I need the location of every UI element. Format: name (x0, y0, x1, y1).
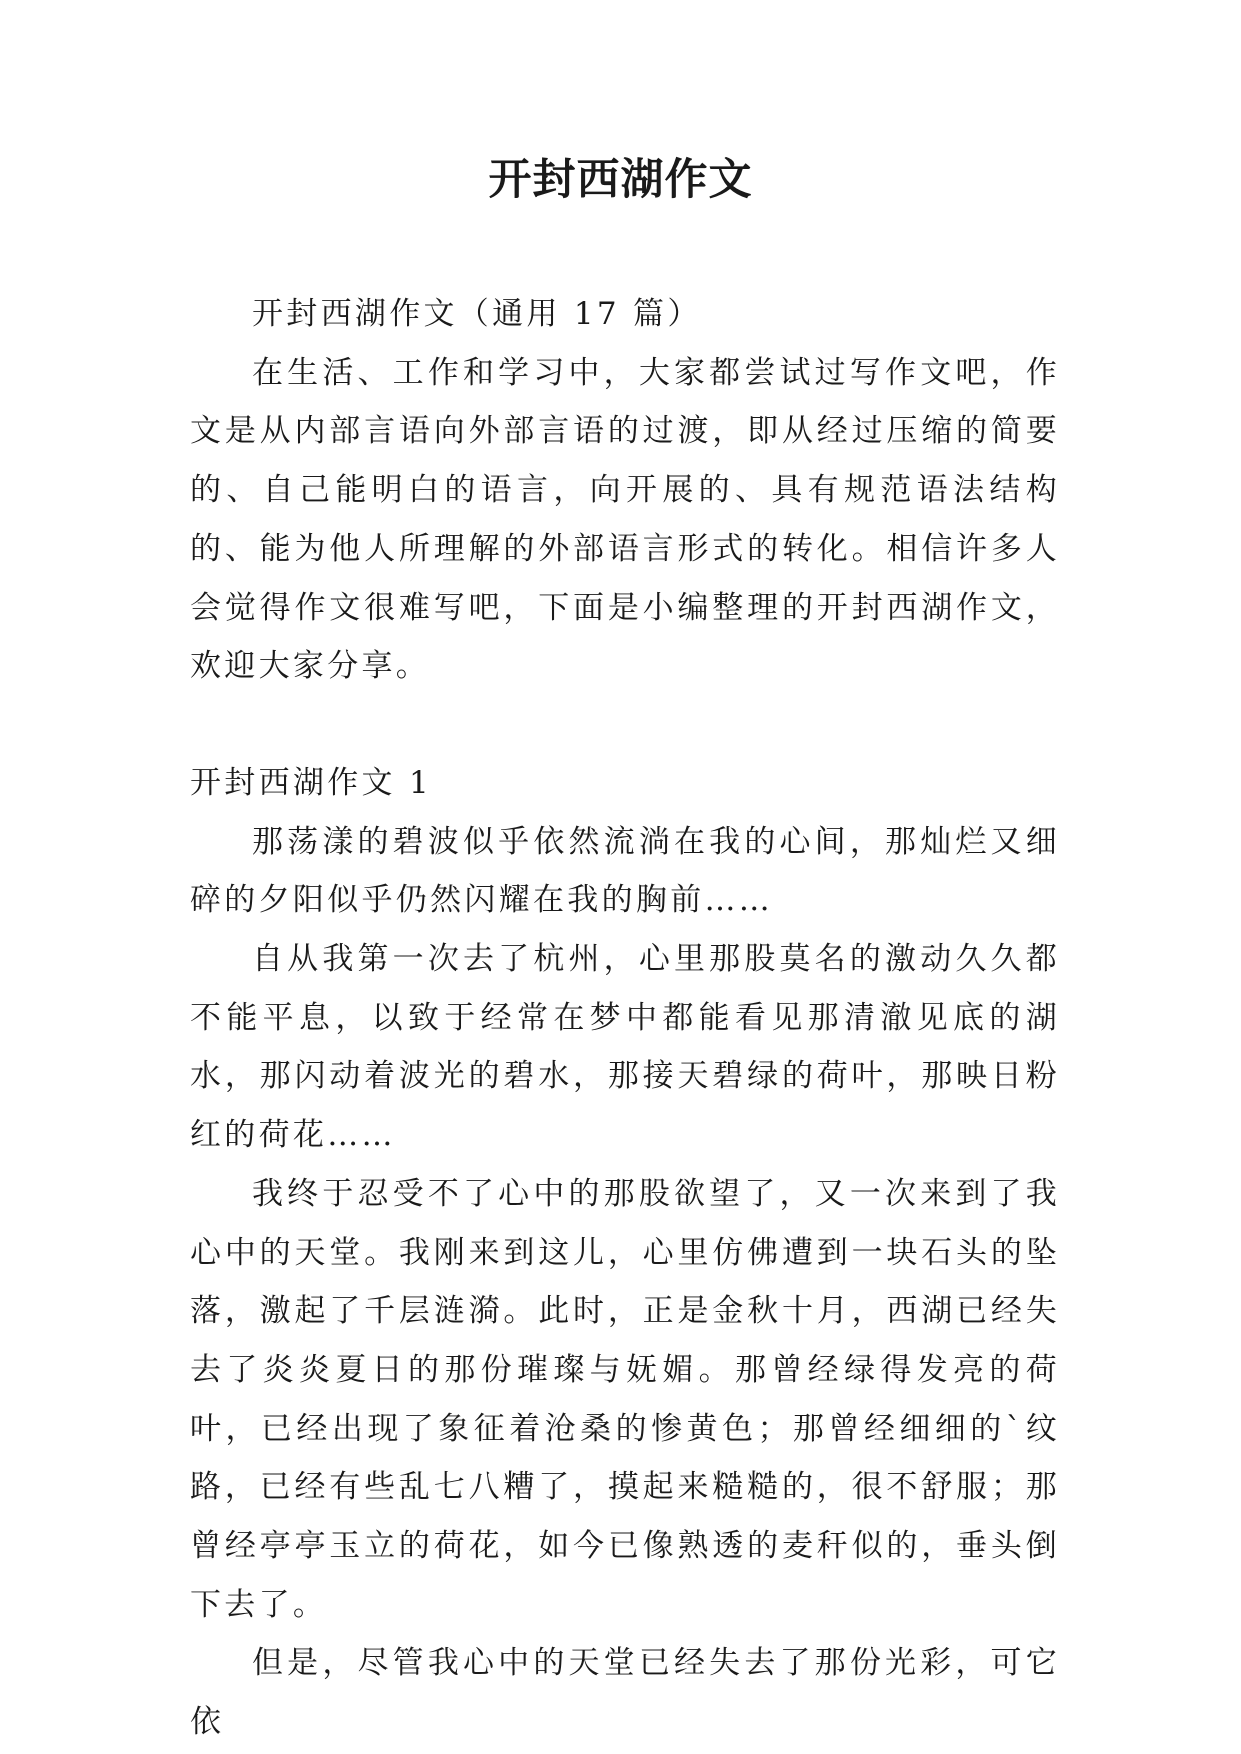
intro-paragraph: 在生活、工作和学习中，大家都尝试过写作文吧，作文是从内部言语向外部言语的过渡，即从经过压缩的简要的、自己能明白的语言，向开展的、具有规范语法结构的、能为他人所理解的外部语言形式的转化。相信许多人会觉得作文很难写吧，下面是小编整理的开封西湖作文，欢迎大家分享。 (190, 354, 1060, 685)
document-title: 开封西湖作文 (488, 155, 753, 205)
document-subtitle: 开封西湖作文（通用 17 篇） (252, 296, 702, 332)
body-paragraph: 那荡漾的碧波似乎依然流淌在我的心间，那灿烂又细碎的夕阳似乎仍然闪耀在我的胸前…… (190, 823, 1060, 919)
document-body (190, 285, 1060, 1752)
body-paragraph: 我终于忍受不了心中的那股欲望了，又一次来到了我心中的天堂。我刚来到这儿，心里仿佛遭到一块石头的坠落，激起了千层涟漪。此时，正是金秋十月，西湖已经失去了炎炎夏日的那份璀璨与妩媚。那曾经绿得发亮的荷叶，已经出现了象征着沧桑的惨黄色；那曾经细细的`纹路，已经有些乱七八糟了，摸起来糙糙的，很不舒服；那曾经亭亭玉立的荷花，如今已像熟透的麦秆似的，垂头倒下去了。 (190, 1175, 1060, 1623)
body-paragraph: 但是，尽管我心中的天堂已经失去了那份光彩，可它依 (190, 1645, 1060, 1741)
section-heading: 开封西湖作文 1 (190, 764, 432, 801)
body-paragraph: 自从我第一次去了杭州，心里那股莫名的激动久久都不能平息，以致于经常在梦中都能看见那清澈见底的湖水，那闪动着波光的碧水，那接天碧绿的荷叶，那映日粉红的荷花…… (190, 941, 1060, 1154)
